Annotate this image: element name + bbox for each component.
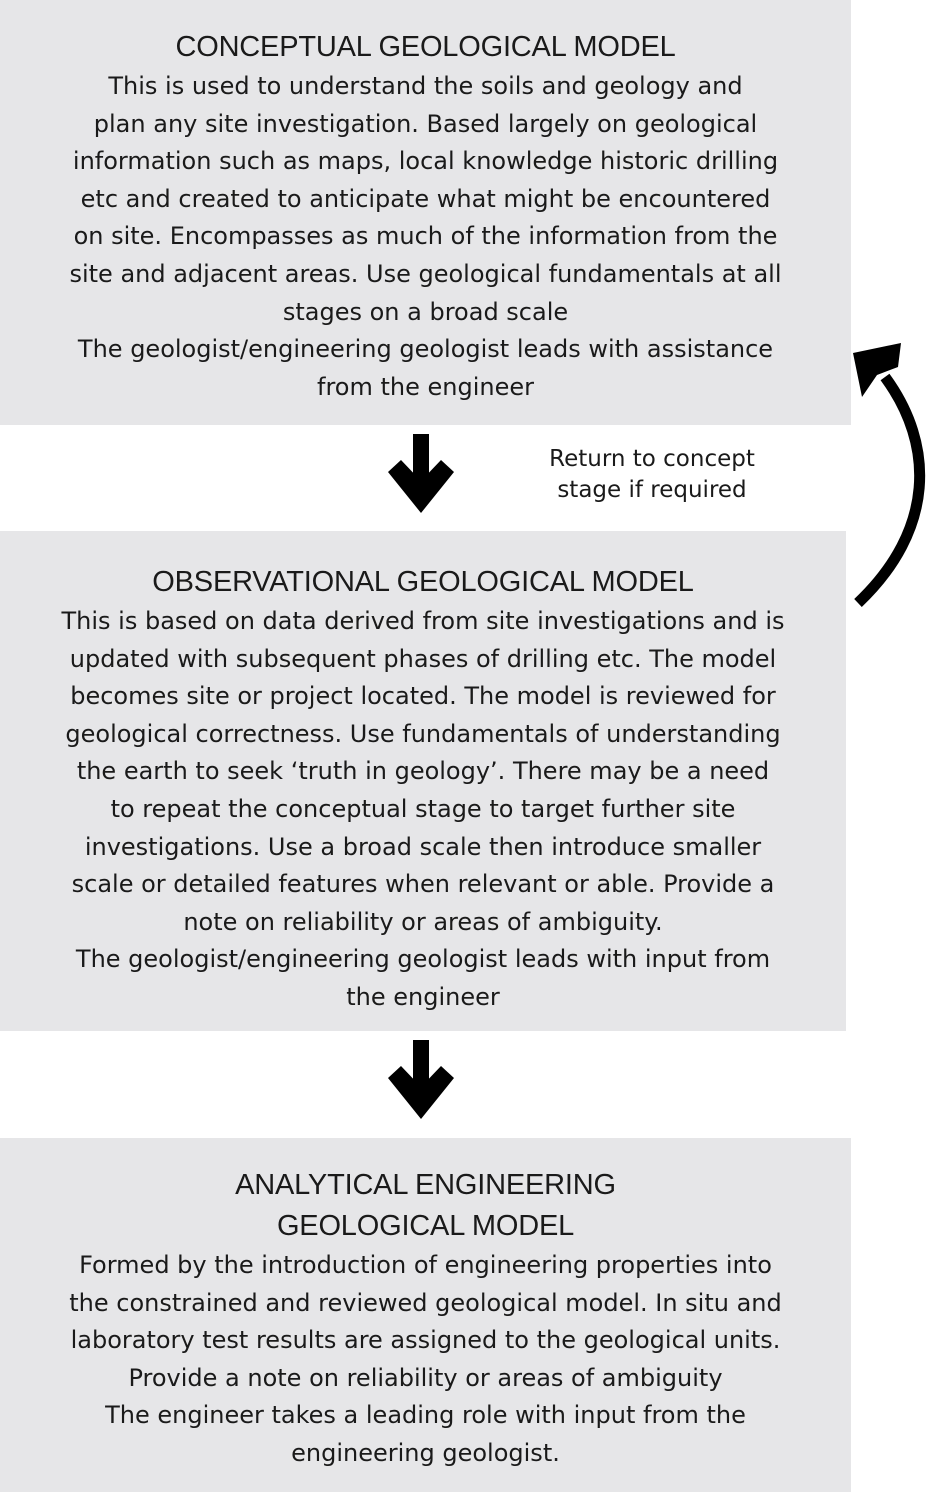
description-line: to repeat the conceptual stage to target further site bbox=[110, 794, 736, 823]
description-line: from the engineer bbox=[317, 372, 534, 401]
return-note-line: Return to concept bbox=[549, 446, 755, 472]
description-line: information such as maps, local knowledge historic drilling bbox=[72, 147, 779, 176]
description-line: investigations. Use a broad scale then introduce smaller bbox=[84, 832, 762, 861]
description-line: engineering geologist. bbox=[291, 1438, 560, 1467]
description-line: the engineer bbox=[346, 982, 500, 1011]
description-line: This is based on data derived from site investigations and is bbox=[61, 607, 785, 635]
description-line: note on reliability or areas of ambiguity. bbox=[183, 907, 663, 936]
analytical-model-description bbox=[0, 1247, 851, 1473]
analytical-model-box bbox=[0, 1138, 851, 1492]
analytical-model-title-line: ANALYTICAL ENGINEERING bbox=[235, 1169, 616, 1201]
down-arrow-icon bbox=[386, 434, 456, 516]
observational-model-box bbox=[0, 531, 846, 1031]
description-line: etc and created to anticipate what might be encountered bbox=[80, 184, 771, 213]
observational-model-description bbox=[0, 603, 846, 1017]
description-line: geological correctness. Use fundamentals of understanding bbox=[65, 719, 781, 748]
description-line: This is used to understand the soils and geology and bbox=[108, 72, 743, 100]
description-line: becomes site or project located. The model is reviewed for bbox=[70, 682, 776, 711]
return-curved-arrow-icon bbox=[845, 335, 929, 615]
description-line: the earth to seek ‘truth in geology’. There may be a need bbox=[76, 757, 770, 786]
description-line: Formed by the introduction of engineering properties into bbox=[79, 1251, 772, 1279]
description-line: The engineer takes a leading role with input from the bbox=[105, 1401, 746, 1430]
analytical-model-title bbox=[0, 1165, 851, 1247]
description-line: scale or detailed features when relevant or able. Provide a bbox=[71, 870, 775, 899]
observational-model-title: OBSERVATIONAL GEOLOGICAL MODEL bbox=[152, 566, 694, 598]
return-note-line: stage if required bbox=[557, 477, 747, 503]
description-line: plan any site investigation. Based largely on geological bbox=[93, 109, 758, 138]
description-line: The geologist/engineering geologist leads with input from bbox=[75, 945, 771, 974]
down-arrow-icon bbox=[386, 1040, 456, 1122]
return-note bbox=[500, 444, 804, 506]
conceptual-model-box bbox=[0, 0, 851, 425]
conceptual-model-title: CONCEPTUAL GEOLOGICAL MODEL bbox=[175, 31, 676, 63]
description-line: the constrained and reviewed geological model. In situ and bbox=[69, 1288, 782, 1317]
description-line: stages on a broad scale bbox=[282, 297, 569, 326]
description-line: on site. Encompasses as much of the information from the bbox=[73, 222, 778, 251]
description-line: The geologist/engineering geologist leads with assistance bbox=[77, 335, 774, 364]
conceptual-model-description bbox=[0, 68, 851, 406]
description-line: Provide a note on reliability or areas of ambiguity bbox=[128, 1363, 723, 1392]
description-line: laboratory test results are assigned to the geological units. bbox=[70, 1326, 781, 1355]
description-line: site and adjacent areas. Use geological fundamentals at all bbox=[69, 259, 782, 288]
analytical-model-title-line: GEOLOGICAL MODEL bbox=[276, 1210, 575, 1242]
description-line: updated with subsequent phases of drilling etc. The model bbox=[69, 644, 777, 673]
